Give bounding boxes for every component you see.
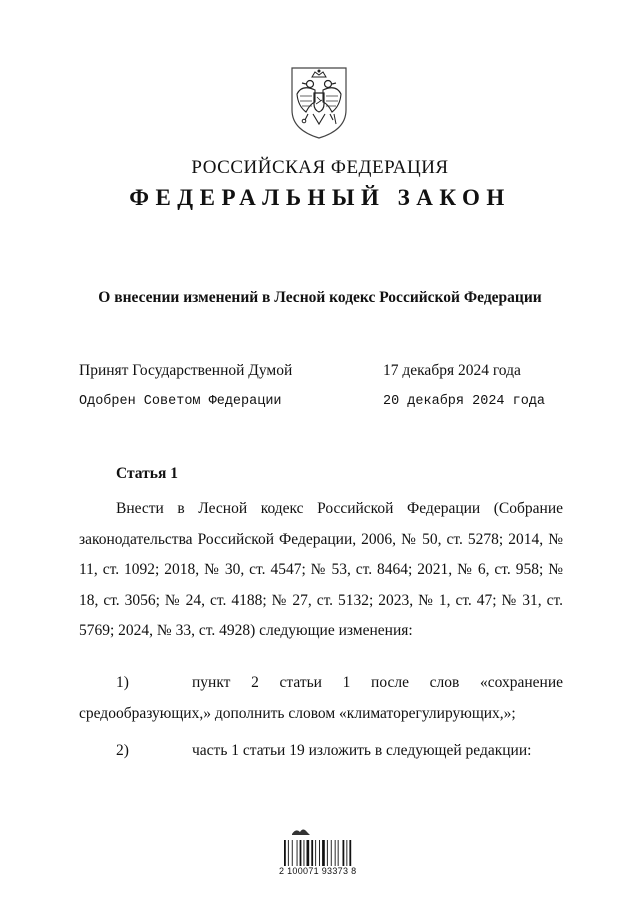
barcode-number: 2 100071 93373 8 <box>279 866 357 876</box>
adopted-date: 17 декабря 2024 года <box>383 362 521 379</box>
list-item-number: 1) <box>116 674 129 691</box>
list-item-number: 2) <box>116 742 129 759</box>
country-name: РОССИЙСКАЯ ФЕДЕРАЦИЯ <box>191 157 449 178</box>
list-item <box>79 668 563 729</box>
document-type: ФЕДЕРАЛЬНЫЙ ЗАКОН <box>129 185 511 210</box>
approved-date: 20 декабря 2024 года <box>383 394 546 409</box>
list-item-text: часть 1 статьи 19 изложить в следующей редакции: <box>192 742 532 759</box>
coat-of-arms-icon <box>288 66 350 140</box>
article-heading: Статья 1 <box>116 465 178 482</box>
adopted-by-duma-label: Принят Государственной Думой <box>79 362 293 379</box>
approved-by-council-label: Одобрен Советом Федерации <box>79 394 282 409</box>
list-item-text: пункт 2 статьи 1 после слов «сохранение средообразующих,» дополнить словом «климаторегулирующих,»; <box>79 674 563 722</box>
article-intro-paragraph: Внести в Лесной кодекс Российской Федерации (Собрание законодательства Российской Федерации, 2006, № 50, ст. 5278; 2014, № 11, ст. 1092; 2018, № 30, ст. 4547; № 53, ст. 8464; 2021, № 6, ст. 958; № 18, ст. 3056; № 24, ст. 4188; № 27, ст. 5132; 2023, № 1, ст. 47; № 31, ст. 5769; 2024, № 33, ст. 4928) следующие изменения: <box>79 500 563 640</box>
list-item <box>79 736 563 767</box>
law-title: О внесении изменений в Лесной кодекс Российской Федерации <box>98 289 542 306</box>
